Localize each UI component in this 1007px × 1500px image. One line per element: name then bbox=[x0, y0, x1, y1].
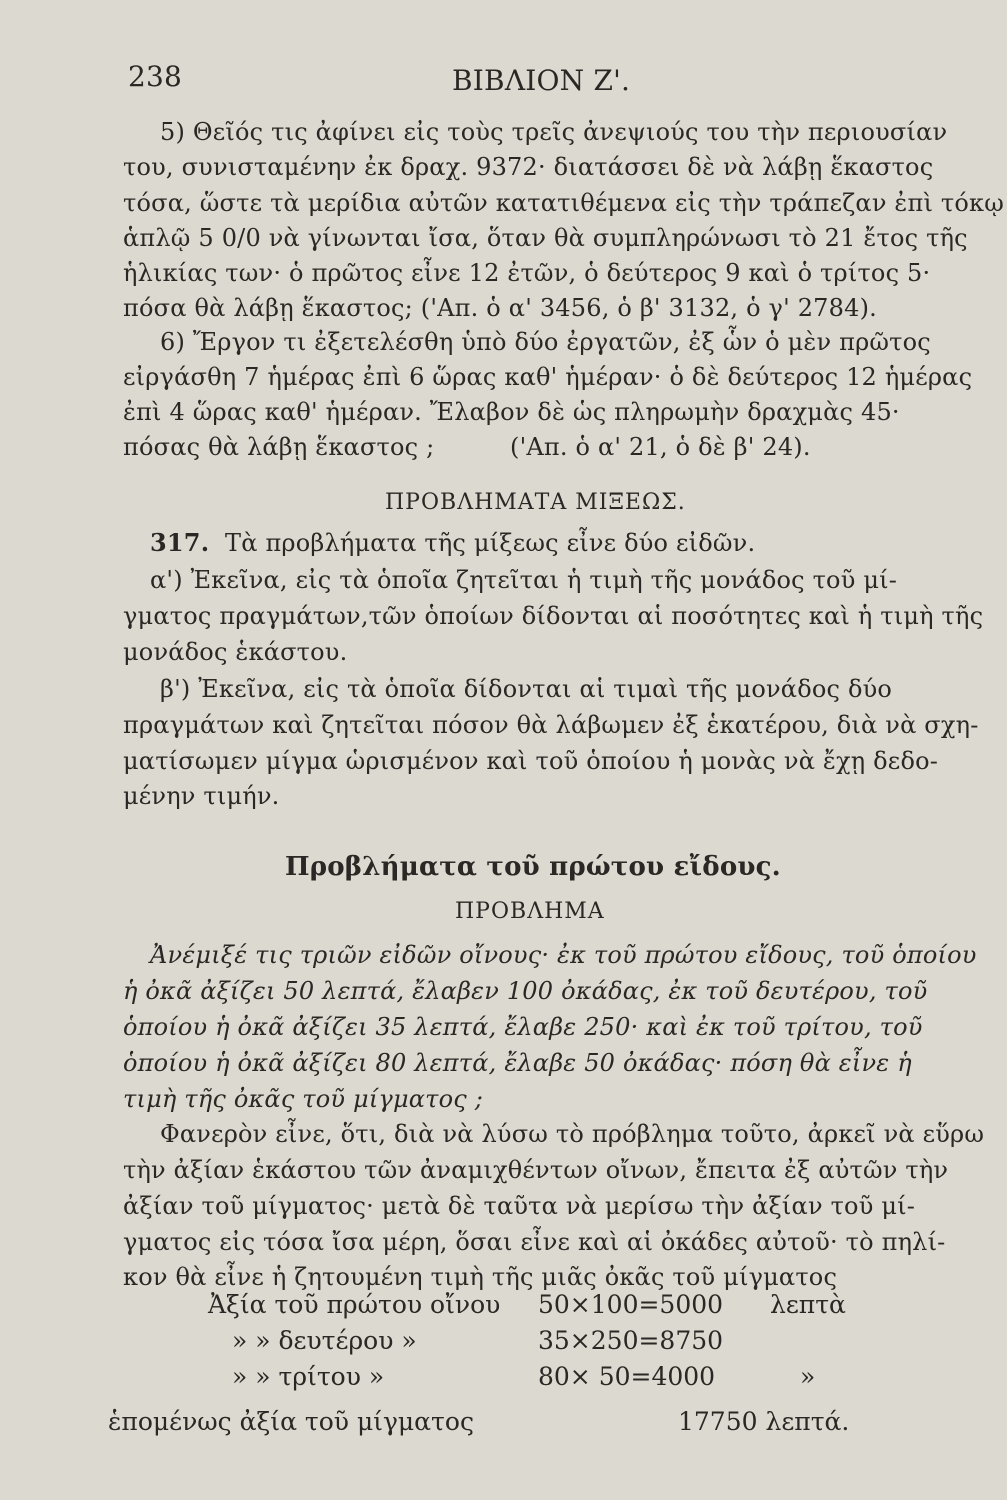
problem-text-line: ὁποίου ἡ ὀκᾶ ἀξίζει 80 λεπτά, ἔλαβε 50 ὀκάδας· πόση θὰ εἶνε ἡ bbox=[123, 1049, 912, 1077]
calc-unit: » bbox=[800, 1362, 816, 1391]
calc-label: » » τρίτου » bbox=[232, 1362, 385, 1391]
calc-unit: λεπτὰ bbox=[770, 1290, 846, 1319]
para317-line: β') Ἐκεῖνα, εἰς τὰ ὁποῖα δίδονται αἱ τιμαὶ τῆς μονάδος δύο bbox=[160, 675, 893, 703]
page-number: 238 bbox=[128, 60, 183, 93]
problem6-line: πόσας θὰ λάβῃ ἕκαστος ; bbox=[123, 433, 435, 461]
para317-line: πραγμάτων καὶ ζητεῖται πόσον θὰ λάβωμεν ἐξ ἑκατέρου, διὰ νὰ σχη- bbox=[123, 711, 979, 739]
solution-line: κον θὰ εἶνε ἡ ζητουμένη τιμὴ τῆς μιᾶς ὀκᾶς τοῦ μίγματος bbox=[123, 1263, 838, 1291]
para317-line: μένην τιμήν. bbox=[123, 782, 280, 810]
problem5-line: τόσα, ὥστε τὰ μερίδια αὐτῶν κατατιθέμενα εἰς τὴν τράπεζαν ἐπὶ τόκῳ bbox=[123, 189, 1005, 217]
problem-text-line: ἡ ὀκᾶ ἀξίζει 50 λεπτά, ἔλαβεν 100 ὀκάδας, ἐκ τοῦ δευτέρου, τοῦ bbox=[123, 977, 928, 1005]
solution-line: Φανερὸν εἶνε, ὅτι, διὰ νὰ λύσω τὸ πρόβλημα τοῦτο, ἀρκεῖ νὰ εὕρω bbox=[160, 1120, 985, 1148]
problem-label: ΠΡΟΒΛΗΜΑ bbox=[455, 899, 605, 924]
problem5-line: 5) Θεῖός τις ἀφίνει εἰς τοὺς τρεῖς ἀνεψιούς του τὴν περιουσίαν bbox=[160, 118, 948, 146]
para317-line: μονάδος ἑκάστου. bbox=[123, 638, 348, 666]
problem6-line: ἐπὶ 4 ὥρας καθ' ἡμέραν. Ἔλαβον δὲ ὡς πληρωμὴν δραχμὰς 45· bbox=[123, 398, 900, 426]
problem-text-line: Ἀνέμιξέ τις τριῶν εἰδῶν οἴνους· ἐκ τοῦ πρώτου εἴδους, τοῦ ὁποίου bbox=[150, 941, 977, 969]
para317-line: ματίσωμεν μίγμα ὡρισμένον καὶ τοῦ ὁποίου ἡ μονὰς νὰ ἔχῃ δεδο- bbox=[123, 747, 939, 775]
para317-line: α') Ἐκεῖνα, εἰς τὰ ὁποῖα ζητεῖται ἡ τιμὴ τῆς μονάδος τοῦ μί- bbox=[150, 566, 898, 594]
para317-line: Τὰ προβλήματα τῆς μίξεως εἶνε δύο εἰδῶν. bbox=[225, 529, 756, 557]
running-title: ΒΙΒΛΙΟΝ Ζ'. bbox=[452, 64, 631, 97]
solution-line: γματος εἰς τόσα ἴσα μέρη, ὅσαι εἶνε καὶ αἱ ὀκάδες αὐτοῦ· τὸ πηλί- bbox=[123, 1228, 946, 1256]
para317-line: γματος πραγμάτων,τῶν ὁποίων δίδονται αἱ ποσότητες καὶ ἡ τιμὴ τῆς bbox=[123, 602, 984, 630]
problem5-line: ἁπλῷ 5 0/0 νὰ γίνωνται ἴσα, ὅταν θὰ συμπληρώνωσι τὸ 21 ἔτος τῆς bbox=[123, 224, 968, 252]
calc-expression: 50×100=5000 bbox=[538, 1290, 724, 1319]
paragraph-number: 317. bbox=[150, 528, 210, 557]
problem6-answer: ('Απ. ὁ α' 21, ὁ δὲ β' 24). bbox=[510, 433, 811, 461]
calc-label: » » δευτέρου » bbox=[232, 1326, 417, 1355]
problem5-line: πόσα θὰ λάβῃ ἕκαστος; ('Απ. ὁ α' 3456, ὁ β' 3132, ὁ γ' 2784). bbox=[123, 294, 877, 322]
problem5-line: ἡλικίας των· ὁ πρῶτος εἶνε 12 ἐτῶν, ὁ δεύτερος 9 καὶ ὁ τρίτος 5· bbox=[123, 259, 931, 287]
section-title: ΠΡΟΒΛΗΜΑΤΑ ΜΙΞΕΩΣ. bbox=[385, 490, 686, 515]
problem6-line: εἰργάσθη 7 ἡμέρας ἐπὶ 6 ὥρας καθ' ἡμέραν· ὁ δὲ δεύτερος 12 ἡμέρας bbox=[123, 363, 973, 391]
solution-line: ἀξίαν τοῦ μίγματος· μετὰ δὲ ταῦτα νὰ μερίσω τὴν ἀξίαν τοῦ μί- bbox=[123, 1192, 916, 1220]
total-value: 17750 λεπτά. bbox=[678, 1407, 850, 1436]
calc-expression: 80× 50=4000 bbox=[538, 1362, 716, 1391]
problem-text-line: τιμὴ τῆς ὀκᾶς τοῦ μίγματος ; bbox=[123, 1085, 484, 1113]
problem6-line: 6) Ἔργον τι ἐξετελέσθη ὑπὸ δύο ἐργατῶν, ἐξ ὧν ὁ μὲν πρῶτος bbox=[160, 328, 931, 356]
total-label: ἑπομένως ἀξία τοῦ μίγματος bbox=[108, 1407, 474, 1436]
subsection-title: Προβλήματα τοῦ πρώτου εἴδους. bbox=[285, 852, 781, 882]
calc-expression: 35×250=8750 bbox=[538, 1326, 724, 1355]
calc-label: Ἀξία τοῦ πρώτου οἴνου bbox=[208, 1290, 501, 1319]
problem5-line: του, συνισταμένην ἐκ δραχ. 9372· διατάσσει δὲ νὰ λάβῃ ἕκαστος bbox=[123, 153, 934, 181]
solution-line: τὴν ἀξίαν ἑκάστου τῶν ἀναμιχθέντων οἴνων, ἔπειτα ἐξ αὐτῶν τὴν bbox=[123, 1156, 949, 1184]
problem-text-line: ὁποίου ἡ ὀκᾶ ἀξίζει 35 λεπτά, ἔλαβε 250· καὶ ἐκ τοῦ τρίτου, τοῦ bbox=[123, 1013, 923, 1041]
